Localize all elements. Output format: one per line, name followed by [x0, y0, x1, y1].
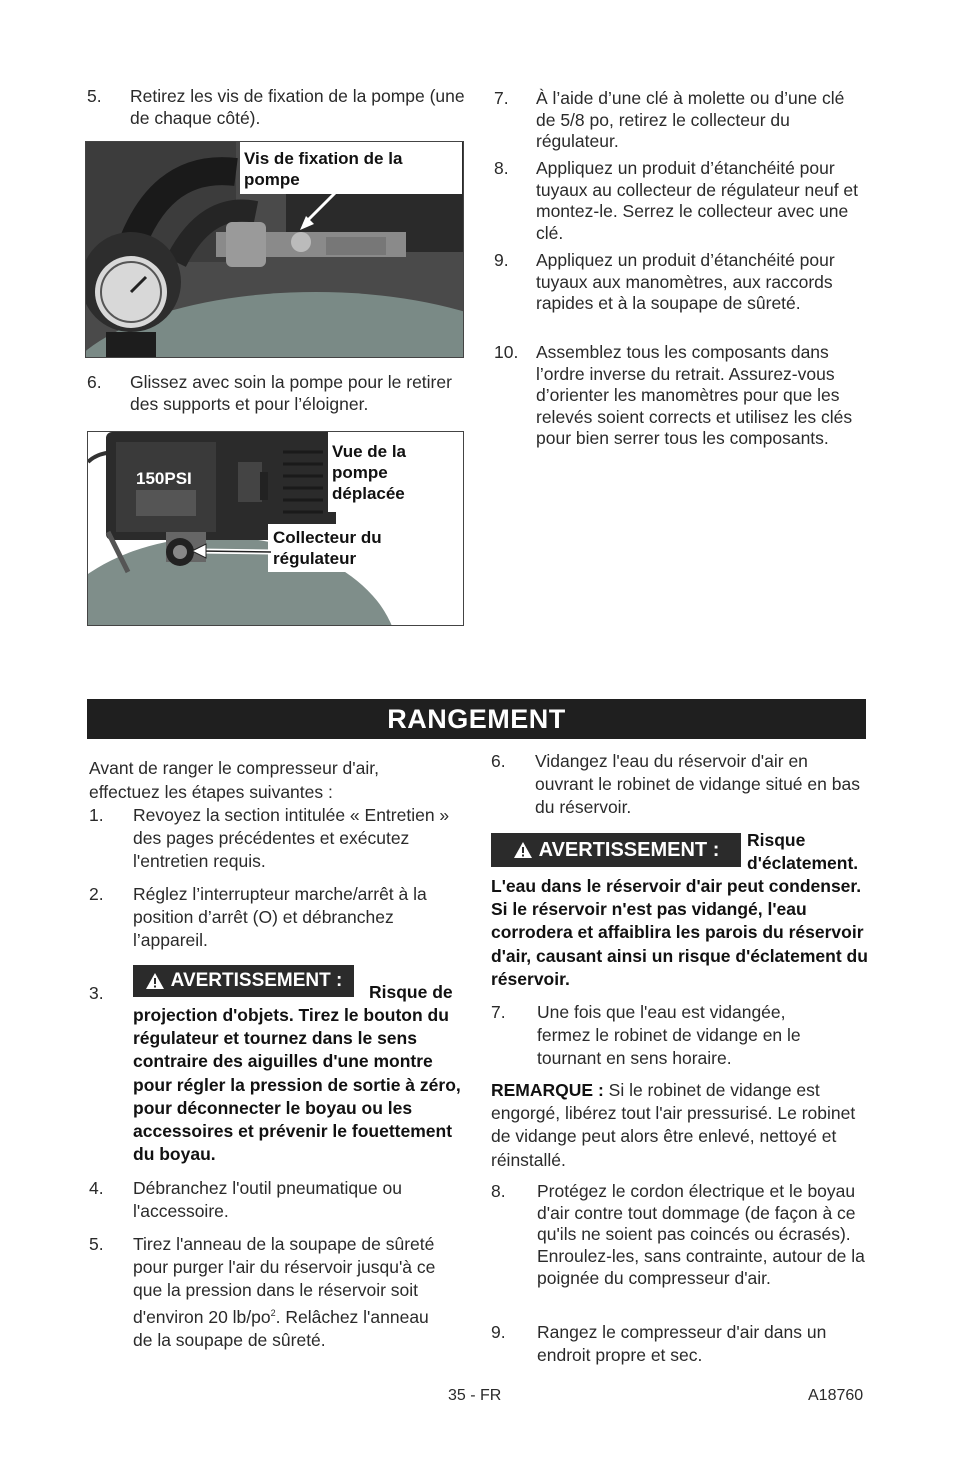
callout-arrow: [86, 142, 463, 357]
step-number: 6.: [491, 751, 506, 771]
callout-pump-screws: Vis de fixation de la pompe: [244, 149, 403, 189]
document-code: A18760: [808, 1387, 864, 1404]
warning-label: AVERTISSEMENT :: [170, 970, 343, 991]
step-number: 5.: [87, 86, 102, 106]
step-number: 5.: [89, 1234, 104, 1254]
step-number: 7.: [491, 1002, 506, 1022]
callout-arrow: [88, 432, 463, 625]
warning-text-burst: L'eau dans le réservoir d'air peut condenser. Si le réservoir n'est pas vidangé, l'eau corrodera et affaiblira les parois du réservoir d'air, causant ainsi un risque d'éclatement du réservoir.: [491, 876, 868, 989]
section-banner-rangement: RANGEMENT: [87, 699, 866, 739]
step-text: Revoyez la section intitulée « Entretien » des pages précédentes et exécutez l'entretien requis.: [133, 805, 450, 871]
page-number: 35 - FR: [448, 1387, 502, 1404]
photo-pump-mounting-screws: [85, 141, 464, 358]
warning-text-step3: projection d'objets. Tirez le bouton du régulateur et tournez dans le sens contraire des aiguilles d'une montre pour régler la pression de sortie à zéro, pour déconnecter le boyau ou les accessoires et prévenir le fouettement du boyau.: [133, 1005, 461, 1165]
step-text: Assemblez tous les composants dans l’ordre inverse du retrait. Assurez-vous d’orienter les manomètres pour que les relevés soient corrects et utilisez les clés pour bien serrer tous les composants.: [536, 342, 853, 448]
step-text: Vidangez l'eau du réservoir d'air en ouvrant le robinet de vidange situé en bas du réservoir.: [535, 751, 860, 817]
step-text: Glissez avec soin la pompe pour le retirer des supports et pour l’éloigner.: [130, 372, 452, 414]
superscript: 2: [270, 1308, 276, 1318]
photo-pump-moved: [87, 431, 464, 626]
step-text: Réglez l’interrupteur marche/arrêt à la position d’arrêt (O) et débranchez l’appareil.: [133, 884, 427, 950]
step-text: Rangez le compresseur d'air dans un endroit propre et sec.: [537, 1322, 827, 1365]
warning-risk-burst: Risque d'éclatement.: [747, 830, 859, 873]
step-number: 7.: [494, 88, 509, 108]
step-text: À l’aide d’une clé à molette ou d’une clé de 5/8 po, retirez le collecteur du régulateur.: [536, 88, 845, 151]
note-label: REMARQUE :: [491, 1080, 604, 1100]
step-text: Appliquez un produit d’étanchéité pour tuyaux aux manomètres, aux raccords rapides et à la soupape de sûreté.: [536, 250, 835, 313]
step-text: Une fois que l'eau est vidangée, fermez le robinet de vidange en le tournant en sens horaire.: [537, 1002, 801, 1068]
step-text-part-a: Tirez l'anneau de la soupape de sûreté pour purger l'air du réservoir jusqu'à ce que la pression dans le réservoir soit d'environ 20 lb/po: [133, 1234, 436, 1327]
step-number: 2.: [89, 884, 104, 904]
step-number: 1.: [89, 805, 104, 825]
step-text-part-b: . Relâchez l'anneau de la soupape de sûreté.: [133, 1306, 429, 1350]
note-paragraph: [491, 1079, 866, 1172]
storage-intro: Avant de ranger le compresseur d'air, effectuez les étapes suivantes :: [89, 758, 379, 802]
warning-badge-burst: [491, 833, 741, 867]
warning-risk-step3: Risque de: [369, 982, 453, 1002]
step-number: 8.: [494, 158, 509, 178]
step-number: 4.: [89, 1178, 104, 1198]
step-number: 3.: [89, 983, 104, 1003]
callout-pump-moved: Vue de la pompe déplacée: [332, 442, 407, 503]
note-text: Si le robinet de vidange est engorgé, libérez tout l'air pressurisé. Le robinet de vidange peut alors être enlevé, nettoyé et réinstallé.: [491, 1080, 856, 1170]
callout-regulator-manifold: Collecteur du régulateur: [273, 528, 382, 568]
warning-triangle-icon: [145, 972, 165, 990]
pump-label: 150PSI: [136, 469, 192, 488]
step-number: 8.: [491, 1181, 506, 1201]
step-text: [133, 1233, 451, 1352]
step-number: 6.: [87, 372, 102, 392]
warning-label: AVERTISSEMENT :: [538, 838, 720, 861]
step-text: Débranchez l'outil pneumatique ou l'accessoire.: [133, 1178, 402, 1221]
step-text: Appliquez un produit d’étanchéité pour tuyaux au collecteur de régulateur neuf et montez-le. Serrez le collecteur avec une clé.: [536, 158, 859, 243]
step-number: 9.: [494, 250, 509, 270]
step-number: 10.: [494, 342, 519, 362]
warning-badge-step3: [133, 965, 354, 997]
warning-triangle-icon: [513, 841, 533, 859]
step-text: Protégez le cordon électrique et le boyau d'air contre tout dommage (de façon à ce qu'ils ne soient pas coincés ou écrasés). Enroulez-les, sans contrainte, autour de la poignée du compresseur d'air.: [537, 1181, 865, 1288]
step-number: 9.: [491, 1322, 506, 1342]
step-text: Retirez les vis de fixation de la pompe (une de chaque côté).: [130, 86, 465, 128]
